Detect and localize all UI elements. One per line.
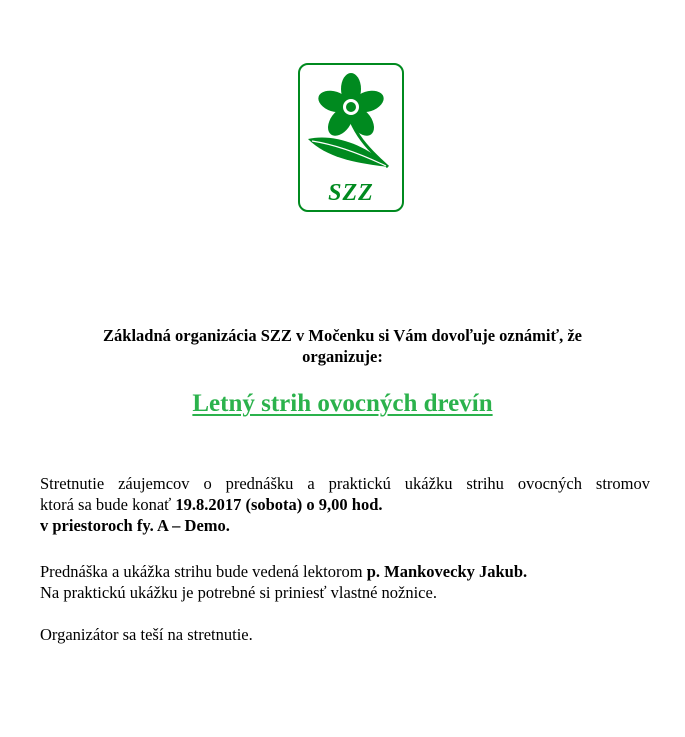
meeting-date-time: 19.8.2017 (sobota) o 9,00 hod. <box>175 495 383 514</box>
meeting-venue: v priestoroch fy. A – Demo. <box>40 516 230 535</box>
logo-text: SZZ <box>328 180 374 206</box>
lecture-line-1 <box>40 561 650 582</box>
announcement-heading <box>40 325 645 367</box>
flower-logo-icon <box>298 63 404 212</box>
meeting-line-2 <box>40 494 650 515</box>
heading-line-1: Základná organizácia SZZ v Močenku si Vám dovoľuje oznámiť, že <box>103 326 582 345</box>
meeting-line-1: Stretnutie záujemcov o prednášku a praktickú ukážku strihu ovocných stromov <box>40 474 650 493</box>
heading-line-2: organizuje: <box>302 347 383 366</box>
event-title: Letný strih ovocných drevín <box>192 390 493 417</box>
lecture-line-1-prefix: Prednáška a ukážka strihu bude vedená lektorom <box>40 562 367 581</box>
closing-text: Organizátor sa teší na stretnutie. <box>40 625 253 644</box>
szz-logo <box>298 63 404 212</box>
meeting-paragraph <box>40 473 650 536</box>
lecture-paragraph <box>40 561 650 603</box>
lecture-line-2: Na praktickú ukážku je potrebné si priniesť vlastné nožnice. <box>40 583 437 602</box>
meeting-line-2-prefix: ktorá sa bude konať <box>40 495 176 514</box>
lecturer-name: p. Mankovecky Jakub. <box>366 562 528 581</box>
